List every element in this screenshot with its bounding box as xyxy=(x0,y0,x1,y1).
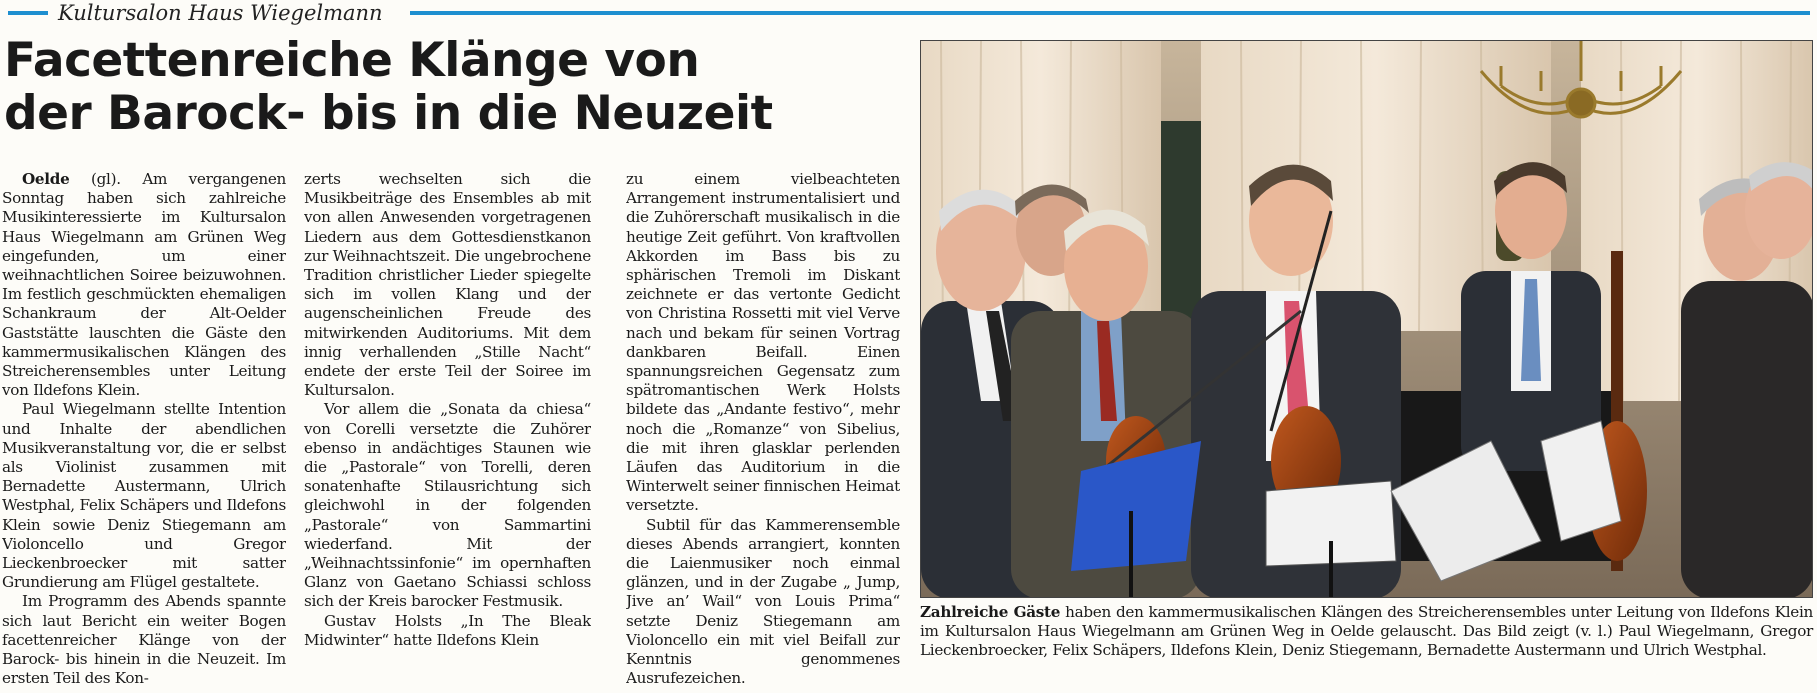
article-paragraph xyxy=(2,170,286,400)
caption-text: haben den kammermusikalischen Klängen des Streicherensembles unter Leitung von Ildefons Klein im Kultursalon Haus Wiegelmann am Grünen Weg in Oelde gelauscht. Das Bild zeigt (v. l.) Paul Wiegelmann, Gregor Lieckenbroecker, Felix Schäpers, Ildefons Klein, Deniz Stiegemann, Bernadette Austermann und Ulrich Westphal. xyxy=(920,603,1813,660)
article-column-3 xyxy=(626,170,900,690)
paragraph-text: (gl). Am vergangenen Sonntag haben sich zahlreiche Musikinteressierte im Kultursalon Haus Wiegelmann am Grünen Weg eingefunden, um einer weihnachtlichen Soiree beizuwohnen. Im festlich geschmückten ehemaligen Schankraum der Alt-Oelder Gaststätte lauschten die Gäste den kammermusikalischen Klängen des Streicherensembles unter Leitung von Ildefons Klein. xyxy=(2,170,286,400)
article-paragraph: Gustav Holsts „In The Bleak Midwinter“ hatte Ildefons Klein xyxy=(304,611,591,649)
dateline: Oelde xyxy=(22,170,70,188)
section-kicker: Kultursalon Haus Wiegelmann xyxy=(58,1,383,25)
article-paragraph: Im Programm des Abends spannte sich laut Bericht ein weiter Bogen facettenreicher Klänge von der Barock- bis hinein in die Neuzeit. Im ersten Teil des Kon- xyxy=(2,592,286,688)
section-rule-right xyxy=(410,11,1810,15)
article-paragraph: zerts wechselten sich die Musikbeiträge des Ensembles ab mit von allen Anwesenden vorgetragenen Liedern aus dem Gottesdienstkanon zur Weihnachtszeit. Die ungebrochene Tradition christlicher Lieder spiegelte sich im vollen Klang und der augenscheinlichen Freude des mitwirkenden Auditoriums. Mit dem innig verhallenden „Stille Nacht“ endete der erste Teil der Soiree im Kultursalon. xyxy=(304,170,591,400)
headline xyxy=(4,34,904,140)
headline-line-1: Facettenreiche Klänge von xyxy=(4,33,700,88)
caption-lead: Zahlreiche Gäste xyxy=(920,603,1061,621)
article-column-2 xyxy=(304,170,591,690)
ensemble-photo xyxy=(920,40,1813,598)
article-paragraph: Paul Wiegelmann stellte Intention und Inhalte der abendlichen Musikveranstaltung vor, die er selbst als Violinist zusammen mit Bernadette Austermann, Ulrich Westphal, Felix Schäpers und Ildefons Klein sowie Deniz Stiegemann am Violoncello und Gregor Lieckenbroecker mit satter Grundierung am Flügel gestaltete. xyxy=(2,400,286,592)
article-paragraph: zu einem vielbeachteten Arrangement instrumentalisiert und die Zuhörerschaft musikalisch in die heutige Zeit geführt. Von kraftvollen Akkorden im Bass bis zu sphärischen Tremoli im Diskant zeichnete er das vertonte Gedicht von Christina Rossetti mit viel Verve nach und bekam für seinen Vortrag dankbaren Beifall. Einen spannungsreichen Gegensatz zum spätromantischen Werk Holsts bildete das „Andante festivo“, mehr noch die „Romanze“ von Sibelius, die mit ihren glasklar perlenden Läufen das Auditorium in die Winterwelt seiner finnischen Heimat versetzte. xyxy=(626,170,900,515)
section-header xyxy=(0,0,1817,26)
article-paragraph: Subtil für das Kammerensemble dieses Abends arrangiert, konnten die Laienmusiker noch einmal glänzen, und in der Zugabe „ Jump, Jive an’ Wail“ von Louis Prima“ setzte Deniz Stiegemann am Violoncello ein mit viel Beifall zur Kenntnis genommenes Ausrufezeichen. xyxy=(626,515,900,688)
article-paragraph: Vor allem die „Sonata da chiesa“ von Corelli versetzte die Zuhörer ebenso in andächtiges Staunen wie die „Pastorale“ von Torelli, deren sonatenhafte Stilausrichtung sich gleichwohl in der folgenden „Pastorale“ von Sammartini wiederfand. Mit der „Weihnachtssinfonie“ im opernhaften Glanz von Gaetano Schiassi schloss sich der Kreis barocker Festmusik. xyxy=(304,400,591,611)
section-rule-left xyxy=(8,11,48,15)
headline-line-2: der Barock- bis in die Neuzeit xyxy=(4,86,773,141)
article-column-1 xyxy=(2,170,286,690)
photo-caption xyxy=(920,603,1813,661)
